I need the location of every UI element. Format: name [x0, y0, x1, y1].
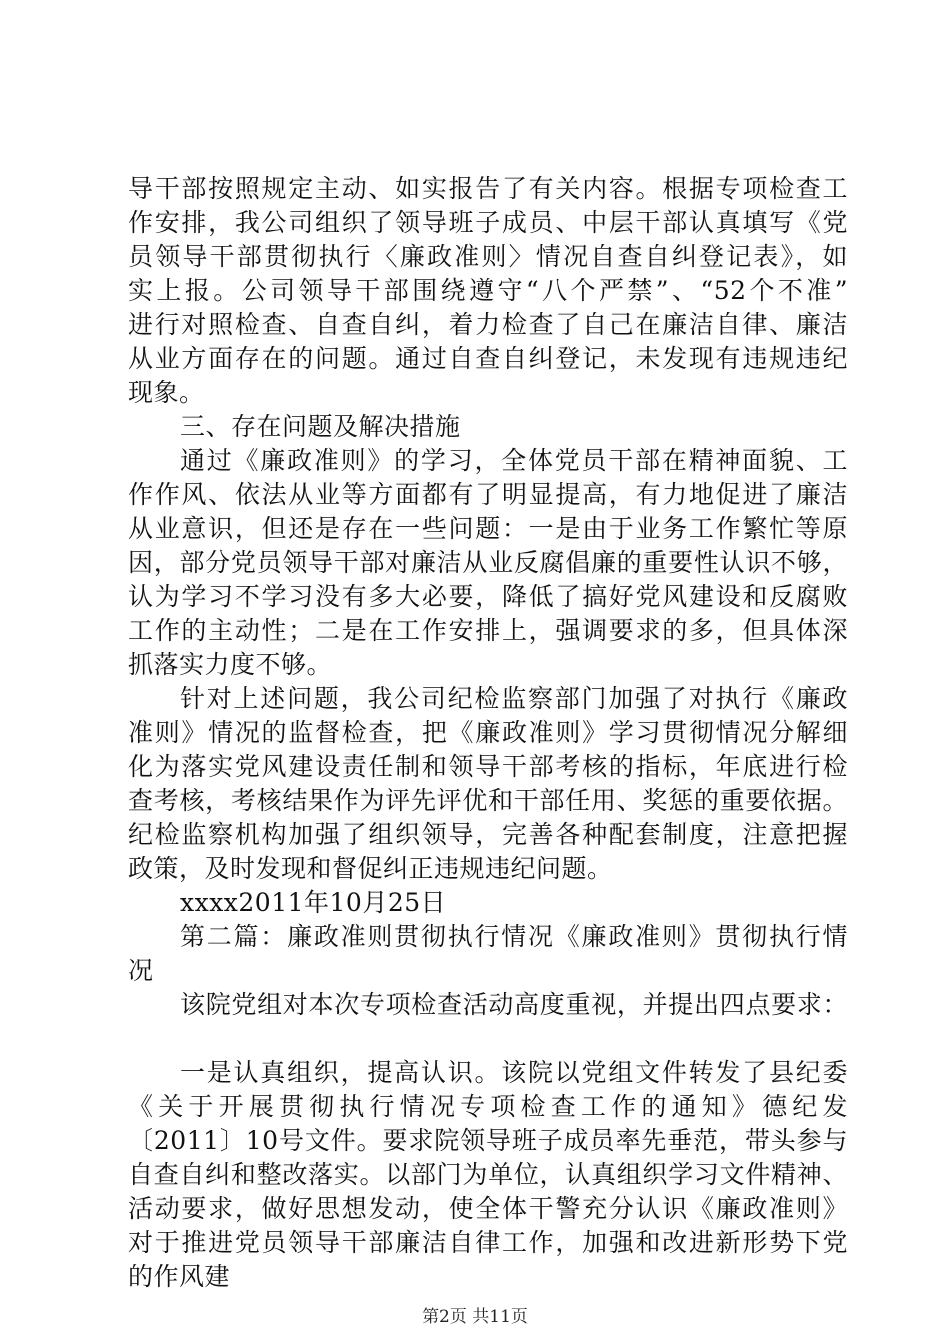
paragraph-line: 《关于开展贯彻执行情况专项检查工作的通知》德纪发	[128, 1092, 848, 1121]
page-number: 第2页 共11页	[422, 1307, 528, 1327]
paragraph-line: 的作风建	[128, 1262, 231, 1291]
paragraph-line: 作作风、依法从业等方面都有了明显提高，有力地促进了廉洁	[128, 480, 848, 509]
paragraph-line: 该院党组对本次专项检查活动高度重视，并提出四点要求：	[180, 990, 848, 1019]
section-heading: 三、存在问题及解决措施	[180, 412, 461, 441]
paragraph-line: 化为落实党风建设责任制和领导干部考核的指标，年底进行检	[128, 752, 848, 781]
paragraph-line: 准则》情况的监督检查，把《廉政准则》学习贯彻情况分解细	[128, 718, 848, 747]
paragraph-line: 员领导干部贯彻执行〈廉政准则〉情况自查自纠登记表》，如	[128, 242, 848, 271]
paragraph-line: 一是认真组织，提高认识。该院以党组文件转发了县纪委	[180, 1058, 848, 1087]
paragraph-line: 从业方面存在的问题。通过自查自纠登记，未发现有违规违纪	[128, 344, 848, 373]
paragraph-line: 进行对照检查、自查自纠，着力检查了自己在廉洁自律、廉洁	[128, 310, 848, 339]
paragraph-line: 导干部按照规定主动、如实报告了有关内容。根据专项检查工	[128, 174, 848, 203]
date-line: xxxx2011年10月25日	[180, 888, 447, 917]
paragraph-line: 查考核，考核结果作为评先评优和干部任用、奖惩的重要依据。	[128, 786, 848, 815]
paragraph-line: 自查自纠和整改落实。以部门为单位，认真组织学习文件精神、	[128, 1160, 848, 1189]
paragraph-line: 针对上述问题，我公司纪检监察部门加强了对执行《廉政	[180, 684, 848, 713]
paragraph-line: 工作的主动性；二是在工作安排上，强调要求的多，但具体深	[128, 616, 848, 645]
chapter-heading: 况	[128, 956, 154, 985]
paragraph-line: 作安排，我公司组织了领导班子成员、中层干部认真填写《党	[128, 208, 848, 237]
paragraph-line: 活动要求，做好思想发动，使全体干警充分认识《廉政准则》	[128, 1194, 848, 1223]
paragraph-line: 认为学习不学习没有多大必要，降低了搞好党风建设和反腐败	[128, 582, 848, 611]
paragraph-line: 实上报。公司领导干部围绕遵守“八个严禁”、“52个不准”	[128, 276, 848, 305]
paragraph-line: 从业意识，但还是存在一些问题：一是由于业务工作繁忙等原	[128, 514, 848, 543]
paragraph-line: 〔2011〕10号文件。要求院领导班子成员率先垂范，带头参与	[128, 1126, 848, 1155]
paragraph-line: 对于推进党员领导干部廉洁自律工作，加强和改进新形势下党	[128, 1228, 848, 1257]
paragraph-line: 纪检监察机构加强了组织领导，完善各种配套制度，注意把握	[128, 820, 848, 849]
paragraph-line: 因，部分党员领导干部对廉洁从业反腐倡廉的重要性认识不够，	[128, 548, 848, 577]
chapter-heading: 第二篇：廉政准则贯彻执行情况《廉政准则》贯彻执行情	[180, 922, 848, 951]
paragraph-line: 政策，及时发现和督促纠正违规违纪问题。	[128, 854, 613, 883]
paragraph-line: 通过《廉政准则》的学习，全体党员干部在精神面貌、工	[180, 446, 848, 475]
paragraph-line: 现象。	[128, 378, 205, 407]
paragraph-line: 抓落实力度不够。	[128, 650, 333, 679]
